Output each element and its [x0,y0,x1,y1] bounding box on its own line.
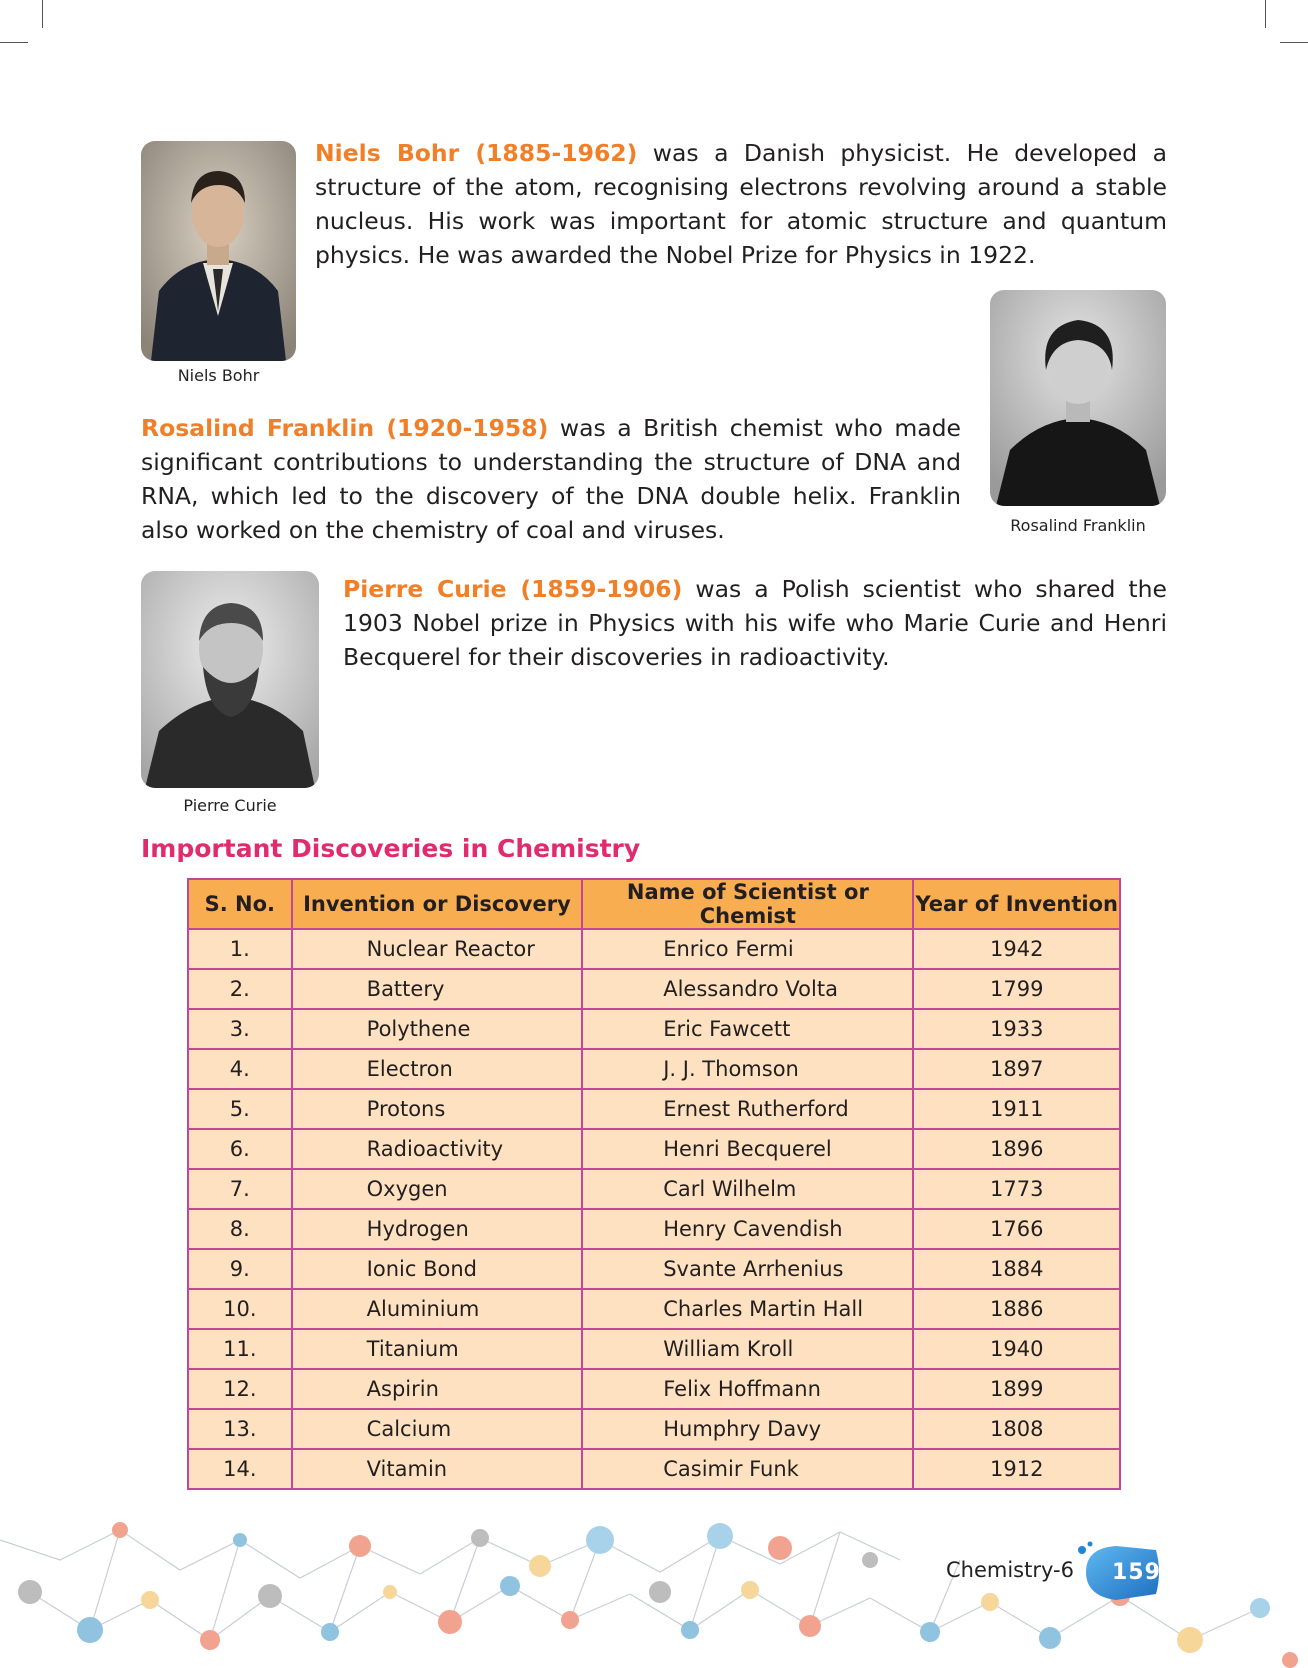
cell-sno: 14. [188,1449,292,1489]
cell-invention: Nuclear Reactor [292,929,583,969]
cell-sno: 9. [188,1249,292,1289]
cell-sno: 8. [188,1209,292,1249]
cell-sno: 13. [188,1409,292,1449]
cell-year: 1899 [913,1369,1120,1409]
table-row [188,929,1120,969]
cell-scientist: Humphry Davy [582,1409,913,1449]
cell-scientist: Carl Wilhelm [582,1169,913,1209]
cell-invention: Calcium [292,1409,583,1449]
cell-invention: Oxygen [292,1169,583,1209]
cell-invention: Aspirin [292,1369,583,1409]
header-year: Year of Invention [913,879,1120,929]
rosalind-franklin-photo [990,290,1166,506]
cell-sno: 11. [188,1329,292,1369]
table-row [188,1129,1120,1169]
cell-sno: 6. [188,1129,292,1169]
section-title: Important Discoveries in Chemistry [141,834,641,863]
table-row [188,1249,1120,1289]
pierre-curie-photo [141,571,319,788]
cell-scientist: Alessandro Volta [582,969,913,1009]
cell-year: 1773 [913,1169,1120,1209]
cell-invention: Polythene [292,1009,583,1049]
cell-invention: Battery [292,969,583,1009]
pierre-curie-caption: Pierre Curie [183,796,277,815]
cell-year: 1808 [913,1409,1120,1449]
cell-year: 1886 [913,1289,1120,1329]
cell-invention: Aluminium [292,1289,583,1329]
cell-scientist: Henri Becquerel [582,1129,913,1169]
cell-scientist: Enrico Fermi [582,929,913,969]
cell-year: 1766 [913,1209,1120,1249]
book-title: Chemistry-6 [946,1558,1074,1582]
cell-scientist: Svante Arrhenius [582,1249,913,1289]
page-number: 159 [1112,1560,1161,1585]
table-body [188,929,1120,1489]
cell-scientist: Casimir Funk [582,1449,913,1489]
cell-invention: Hydrogen [292,1209,583,1249]
crop-mark [1265,0,1266,28]
table-row [188,1169,1120,1209]
rosalind-franklin-caption: Rosalind Franklin [1010,516,1146,535]
crop-mark [1280,42,1308,43]
cell-year: 1911 [913,1089,1120,1129]
rosalind-franklin-name: Rosalind Franklin (1920-1958) [141,414,549,442]
cell-scientist: Eric Fawcett [582,1009,913,1049]
header-invention: Invention or Discovery [292,879,583,929]
table-row [188,969,1120,1009]
cell-year: 1897 [913,1049,1120,1089]
cell-sno: 2. [188,969,292,1009]
cell-invention: Protons [292,1089,583,1129]
pierre-curie-text: was a Polish scientist who shared the 1903 Nobel prize in Physics with his wife who Marie Curie and Henri Becquerel for their discoveries in radioactivity. [343,575,1167,671]
table-row [188,1449,1120,1489]
cell-invention: Electron [292,1049,583,1089]
rosalind-franklin-text: was a British chemist who made significant contributions to understanding the structure of DNA and RNA, which led to the discovery of the DNA double helix. Franklin also worked on the chemistry of coal and viruses. [141,414,961,544]
header-scientist: Name of Scientist or Chemist [582,879,913,929]
cell-sno: 5. [188,1089,292,1129]
cell-year: 1896 [913,1129,1120,1169]
cell-year: 1884 [913,1249,1120,1289]
cell-scientist: Ernest Rutherford [582,1089,913,1129]
table-row [188,1289,1120,1329]
cell-year: 1912 [913,1449,1120,1489]
table-row [188,1329,1120,1369]
cell-sno: 12. [188,1369,292,1409]
cell-scientist: Felix Hoffmann [582,1369,913,1409]
table-row [188,1209,1120,1249]
cell-scientist: William Kroll [582,1329,913,1369]
cell-scientist: Charles Martin Hall [582,1289,913,1329]
discoveries-table [187,878,1121,1490]
niels-bohr-photo [141,141,296,361]
cell-invention: Vitamin [292,1449,583,1489]
niels-bohr-paragraph [315,136,1167,272]
pierre-curie-paragraph [343,572,1167,674]
table-row [188,1009,1120,1049]
cell-sno: 7. [188,1169,292,1209]
table-header-row [188,879,1120,929]
cell-sno: 3. [188,1009,292,1049]
cell-invention: Ionic Bond [292,1249,583,1289]
crop-mark [0,42,28,43]
cell-sno: 1. [188,929,292,969]
cell-invention: Radioactivity [292,1129,583,1169]
cell-year: 1933 [913,1009,1120,1049]
niels-bohr-name: Niels Bohr (1885-1962) [315,139,638,167]
crop-mark [42,0,43,28]
rosalind-franklin-paragraph [141,411,961,547]
cell-year: 1940 [913,1329,1120,1369]
header-sno: S. No. [188,879,292,929]
niels-bohr-text: was a Danish physicist. He developed a structure of the atom, recognising electrons revolving around a stable nucleus. His work was important for atomic structure and quantum physics. He was awarded the Nobel Prize for Physics in 1922. [315,139,1167,269]
niels-bohr-caption: Niels Bohr [177,366,260,385]
pierre-curie-name: Pierre Curie (1859-1906) [343,575,683,603]
table-row [188,1409,1120,1449]
cell-sno: 10. [188,1289,292,1329]
cell-year: 1942 [913,929,1120,969]
table-row [188,1369,1120,1409]
cell-sno: 4. [188,1049,292,1089]
table-row [188,1049,1120,1089]
cell-year: 1799 [913,969,1120,1009]
table-row [188,1089,1120,1129]
cell-invention: Titanium [292,1329,583,1369]
cell-scientist: Henry Cavendish [582,1209,913,1249]
cell-scientist: J. J. Thomson [582,1049,913,1089]
